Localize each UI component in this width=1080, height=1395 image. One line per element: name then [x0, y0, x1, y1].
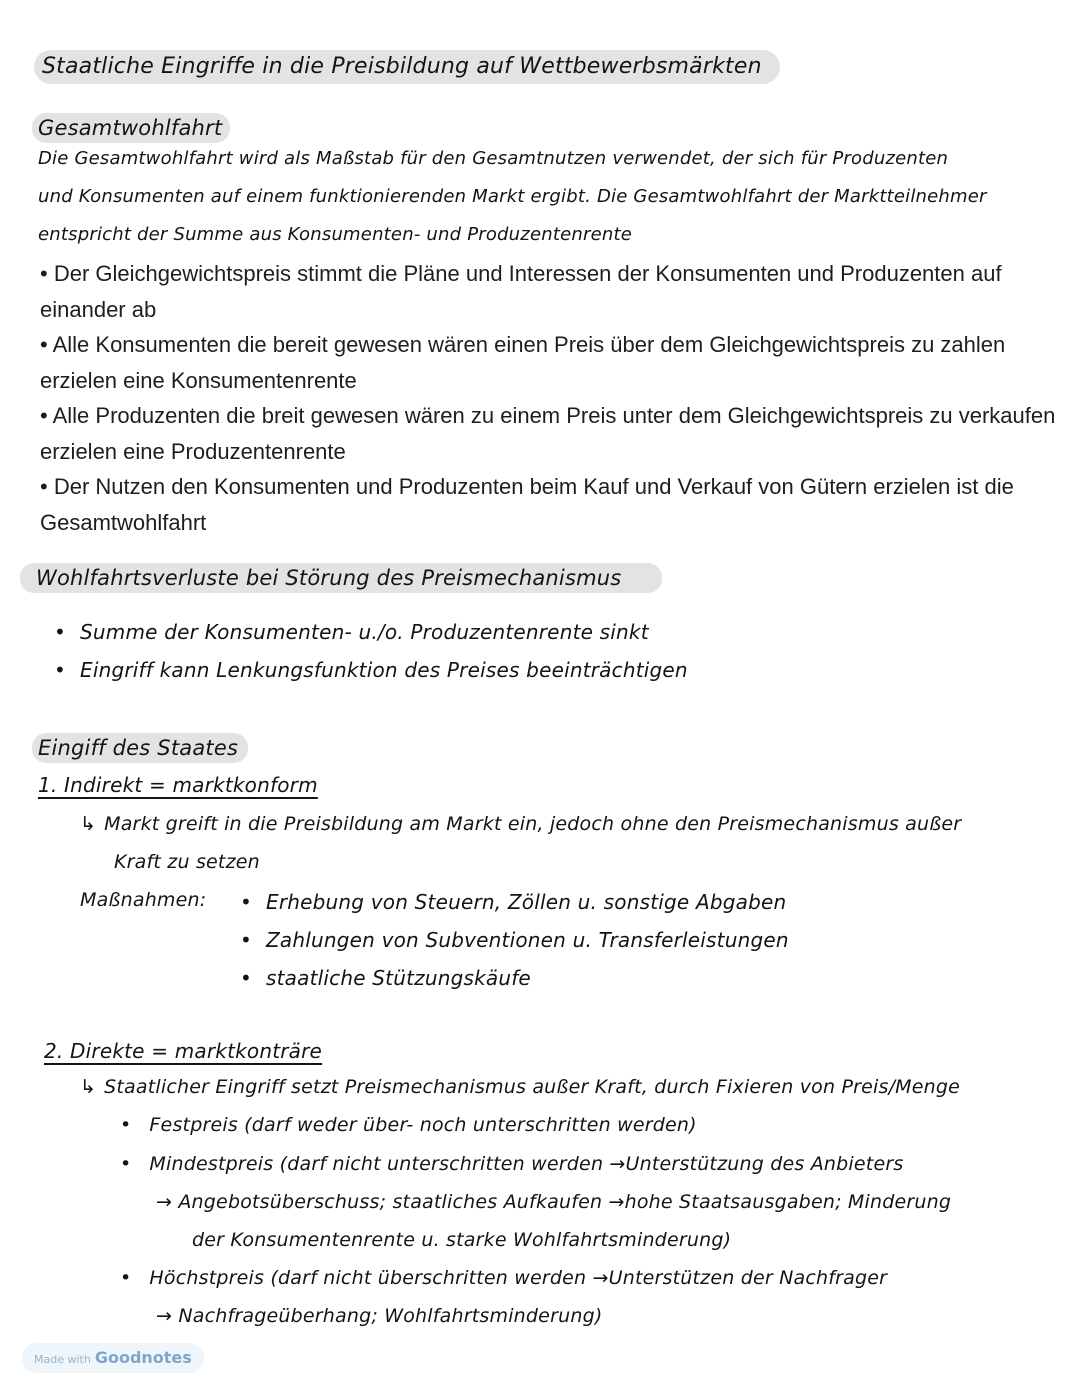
list-item: • Der Gleichgewichtspreis stimmt die Pläne und Interessen der Konsumenten und Produzenten auf einander ab: [40, 261, 1002, 322]
festpreis-item: • Festpreis (darf weder über- noch unterschritten werden): [120, 1114, 697, 1136]
curved-arrow-icon: ↳: [80, 813, 97, 835]
measures-list: [236, 883, 789, 997]
direct-description: ↳ Staatlicher Eingriff setzt Preismechanismus außer Kraft, durch Fixieren von Preis/Menge: [80, 1076, 961, 1098]
mindestpreis-item: • Mindestpreis (darf nicht unterschritten werden →Unterstützung des Anbieters: [120, 1153, 904, 1175]
typed-bullet-list: [40, 256, 1080, 540]
list-item: • Summe der Konsumenten- u./o. Produzentenrente sinkt: [50, 613, 688, 651]
measures-label: Maßnahmen:: [80, 889, 207, 911]
bullet-dot-icon: •: [54, 658, 66, 682]
paragraph-line: Die Gesamtwohlfahrt wird als Maßstab für den Gesamtnutzen verwendet, der sich für Produzenten: [38, 148, 949, 169]
verluste-list: [50, 613, 688, 689]
bullet-dot-icon: •: [120, 1114, 132, 1136]
bullet-dot-icon: •: [120, 1153, 132, 1175]
bullet-dot-icon: •: [54, 620, 66, 644]
direct-heading: 2. Direkte = marktkonträre: [44, 1039, 323, 1063]
bullet-dot-icon: •: [240, 928, 252, 952]
section-heading-gesamtwohlfahrt: Gesamtwohlfahrt: [32, 113, 230, 143]
goodnotes-badge: [22, 1343, 204, 1373]
made-with-label: Made with: [34, 1353, 91, 1366]
list-item: • Erhebung von Steuern, Zöllen u. sonstige Abgaben: [236, 883, 789, 921]
list-item: • Der Nutzen den Konsumenten und Produzenten beim Kauf und Verkauf von Gütern erzielen ist die Gesamtwohlfahrt: [40, 474, 1014, 535]
page-title: Staatliche Eingriffe in die Preisbildung auf Wettbewerbsmärkten: [34, 50, 780, 84]
definition-paragraph: [38, 140, 1063, 254]
bullet-dot-icon: •: [240, 966, 252, 990]
bullet-dot-icon: •: [240, 890, 252, 914]
section-heading-eingriff: Eingiff des Staates: [32, 733, 248, 763]
list-item: • Zahlungen von Subventionen u. Transferleistungen: [236, 921, 789, 959]
list-item: • staatliche Stützungskäufe: [236, 959, 789, 997]
hoechstpreis-item: • Höchstpreis (darf nicht überschritten werden →Unterstützen der Nachfrager: [120, 1267, 888, 1289]
paragraph-line: und Konsumenten auf einem funktionierenden Markt ergibt. Die Gesamtwohlfahrt der Marktteilnehmer: [38, 186, 987, 207]
hoechstpreis-effect: → Nachfrageüberhang; Wohlfahrtsminderung): [156, 1305, 603, 1327]
section-heading-wohlfahrtsverluste: Wohlfahrtsverluste bei Störung des Preismechanismus: [20, 563, 662, 593]
mindestpreis-effect: → Angebotsüberschuss; staatliches Aufkaufen →hohe Staatsausgaben; Minderung: [156, 1191, 952, 1213]
goodnotes-logo: Goodnotes: [94, 1348, 192, 1367]
bullet-dot-icon: •: [120, 1267, 132, 1289]
mindestpreis-effect-cont: der Konsumentenrente u. starke Wohlfahrtsminderung): [192, 1229, 732, 1251]
list-item: • Alle Produzenten die breit gewesen wären zu einem Preis unter dem Gleichgewichtspreis zu verkaufen erzielen eine Produzentenrente: [40, 403, 1056, 464]
list-item: • Alle Konsumenten die bereit gewesen wären einen Preis über dem Gleichgewichtspreis zu zahlen erzielen eine Konsumentenrente: [40, 332, 1006, 393]
indirect-heading: 1. Indirekt = marktkonform: [38, 773, 318, 797]
indirect-description: ↳ Markt greift in die Preisbildung am Markt ein, jedoch ohne den Preismechanismus außer: [80, 813, 962, 835]
paragraph-line: entspricht der Summe aus Konsumenten- und Produzentenrente: [38, 224, 632, 245]
list-item: • Eingriff kann Lenkungsfunktion des Preises beeinträchtigen: [50, 651, 688, 689]
indirect-description-cont: Kraft zu setzen: [114, 851, 260, 873]
curved-arrow-icon: ↳: [80, 1076, 97, 1098]
